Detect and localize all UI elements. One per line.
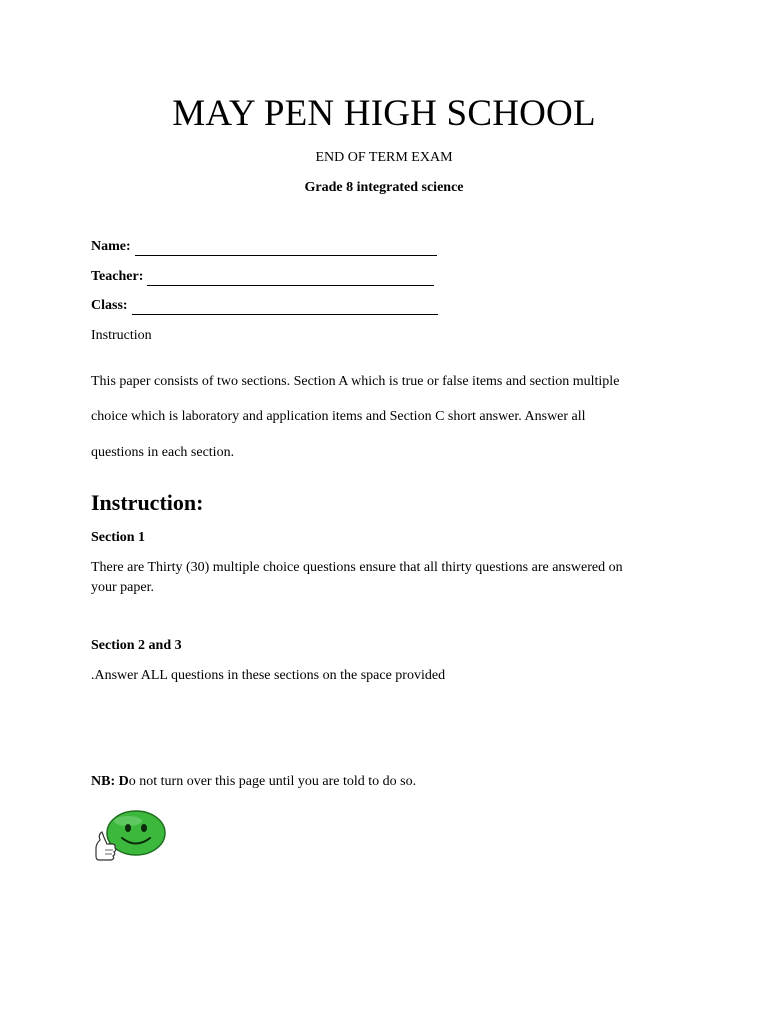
grade-subject: Grade 8 integrated science	[304, 180, 464, 195]
teacher-blank-line[interactable]	[147, 271, 434, 286]
intro-paragraph-line: choice which is laboratory and application items and Section C short answer. Answer all	[91, 409, 586, 424]
exam-title: END OF TERM EXAM	[315, 150, 453, 165]
school-name: MAY PEN HIGH SCHOOL	[172, 93, 596, 134]
nb-note	[91, 773, 416, 791]
teacher-label: Teacher:	[91, 269, 144, 284]
intro-paragraph-line: This paper consists of two sections. Section A which is true or false items and section multiple	[91, 374, 620, 389]
section23-text: .Answer ALL questions in these sections on the space provided	[91, 668, 446, 683]
smiley-thumbs-up-icon	[91, 808, 171, 870]
nb-label: NB:	[91, 774, 116, 789]
intro-paragraph-line: questions in each section.	[91, 445, 235, 460]
section23-heading: Section 2 and 3	[91, 638, 182, 653]
nb-text: o not turn over this page until you are told to do so.	[128, 774, 417, 789]
instruction-heading: Instruction:	[91, 490, 204, 515]
class-field[interactable]	[91, 297, 438, 315]
section1-text-line: There are Thirty (30) multiple choice questions ensure that all thirty questions are answered on	[91, 560, 623, 575]
class-blank-line[interactable]	[132, 300, 438, 315]
class-label: Class:	[91, 298, 128, 313]
intro-label: Instruction	[91, 328, 152, 343]
section1-text-line: your paper.	[91, 580, 154, 595]
teacher-field[interactable]	[91, 268, 434, 286]
section1-heading: Section 1	[91, 530, 146, 545]
name-label: Name:	[91, 239, 131, 254]
name-field[interactable]	[91, 238, 437, 256]
name-blank-line[interactable]	[135, 241, 437, 256]
nb-bold-letter: D	[118, 774, 129, 789]
